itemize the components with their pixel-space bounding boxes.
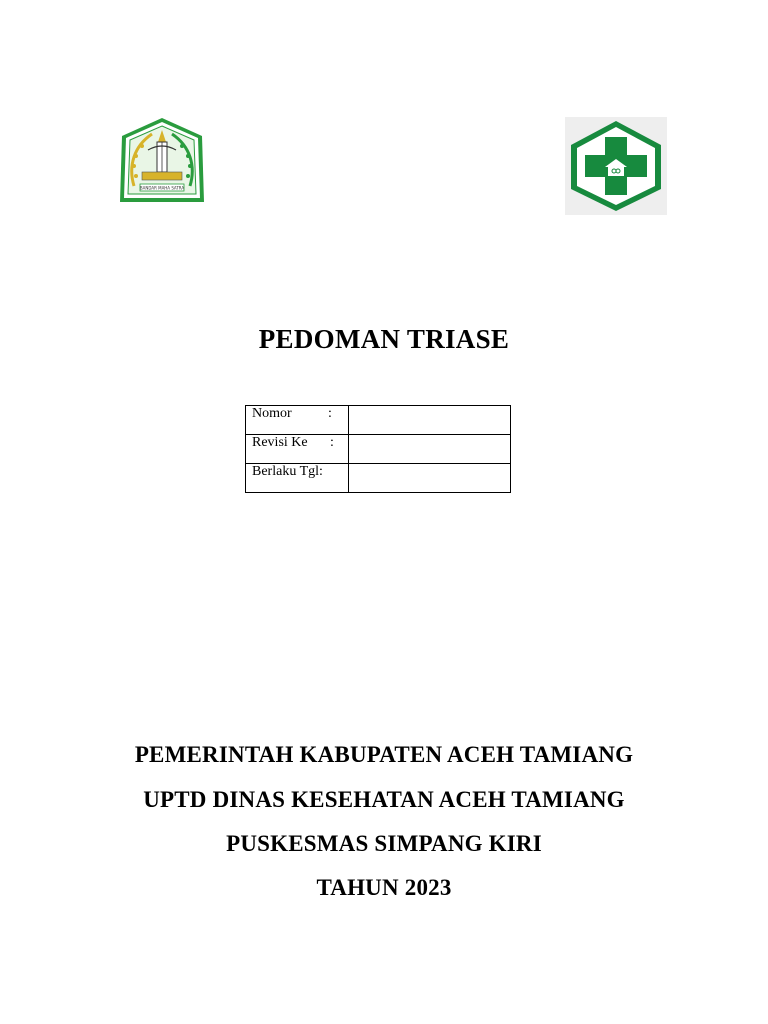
info-label-cell [246,435,349,464]
info-label-nomor: Nomor [252,406,292,421]
document-info-table [245,405,511,493]
emblem-banner-text: BANDAR MAHA SATRA [139,185,185,191]
info-row-berlaku [246,464,511,493]
info-label-berlaku: Berlaku Tgl: [252,464,323,479]
footer-government-line: PEMERINTAH KABUPATEN ACEH TAMIANG [134,742,634,767]
puskesmas-logo-graphic [565,117,667,215]
aceh-tamiang-regency-emblem-icon [118,116,206,204]
info-value-nomor [349,406,511,435]
info-colon: : [330,435,334,450]
info-value-berlaku [349,464,511,493]
info-label-revisi: Revisi Ke [252,435,308,450]
info-label-cell [246,464,349,493]
footer-puskesmas-line: PUSKESMAS SIMPANG KIRI [226,831,542,856]
info-colon: : [328,406,332,421]
info-row-revisi [246,435,511,464]
info-row-nomor [246,406,511,435]
footer-department-line: UPTD DINAS KESEHATAN ACEH TAMIANG [143,787,625,812]
footer-year-line: TAHUN 2023 [316,875,452,900]
document-title: PEDOMAN TRIASE [258,324,510,354]
puskesmas-health-cross-icon [565,117,667,215]
info-label-cell [246,406,349,435]
regency-emblem-graphic [118,116,206,204]
info-value-revisi [349,435,511,464]
